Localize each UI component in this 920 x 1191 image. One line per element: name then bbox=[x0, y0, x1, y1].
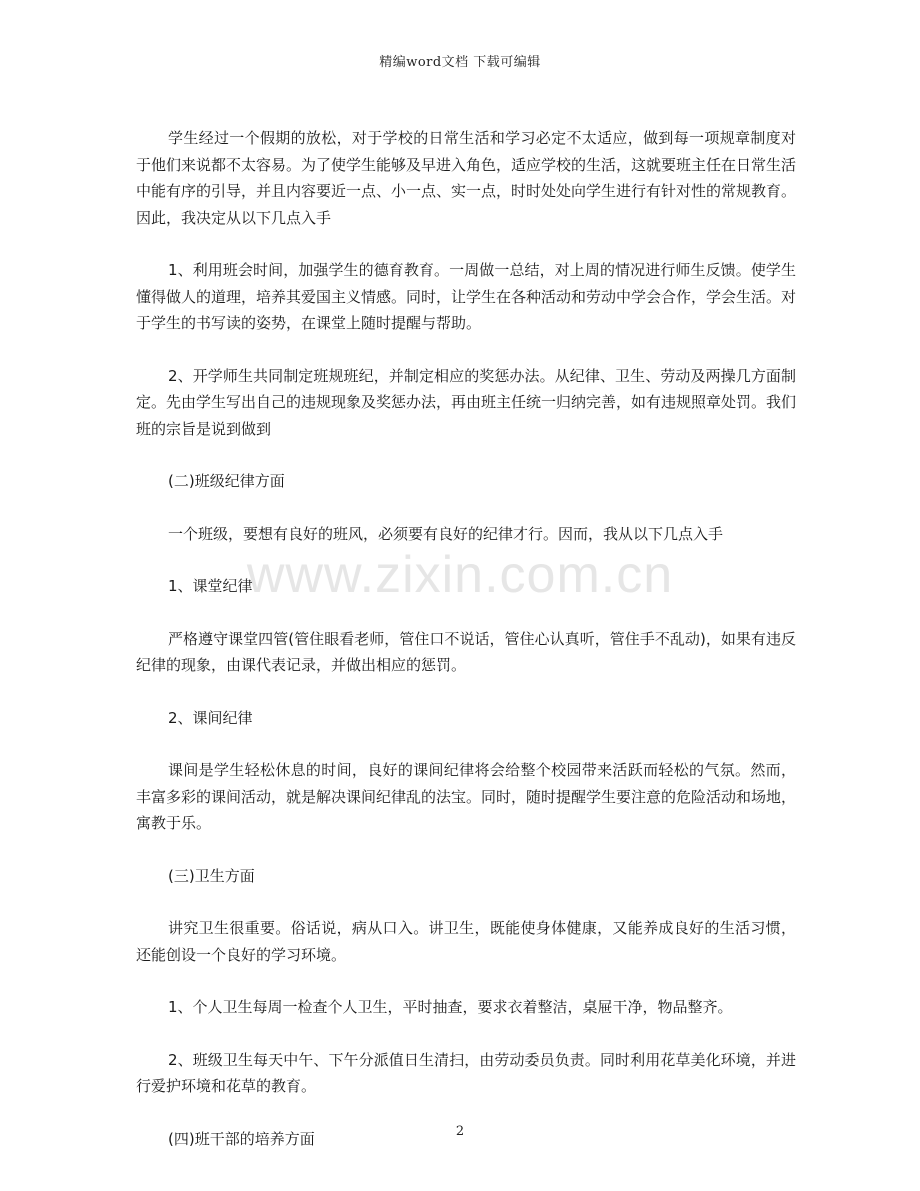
watermark: www.zixin.com.cn bbox=[246, 546, 674, 604]
paragraph-discipline-intro: 一个班级，要想有良好的班风，必须要有良好的纪律才行。因而，我从以下几点入手 bbox=[168, 524, 724, 543]
paragraph-item-2: 2、开学师生共同制定班规班纪，并制定相应的奖惩办法。从纪律、卫生、劳动及两操几方面制定。先由学生写出自己的违规现象及奖惩办法，再由班主任统一归纳完善，如有违规照章处罚。我们班的宗旨是说到做到 bbox=[136, 366, 797, 438]
page-header: 精编word文档 下载可编辑 bbox=[379, 55, 541, 70]
section-heading-hygiene: (三)卫生方面 bbox=[168, 866, 255, 885]
paragraph-personal-hygiene: 1、个人卫生每周一检查个人卫生，平时抽查，要求衣着整洁，桌屉干净，物品整齐。 bbox=[168, 998, 733, 1016]
section-heading-class-cadres: (四)班干部的培养方面 bbox=[168, 1129, 315, 1148]
document-body bbox=[136, 125, 796, 1178]
page-number: 2 bbox=[455, 1124, 465, 1139]
subheading-classroom-discipline: 1、课堂纪律 bbox=[168, 577, 253, 595]
paragraph-class-hygiene: 2、班级卫生每天中午、下午分派值日生清扫，由劳动委员负责。同时利用花草美化环境，并进行爱护环境和花草的教育。 bbox=[136, 1050, 796, 1095]
paragraph-item-1: 1、利用班会时间，加强学生的德育教育。一周做一总结，对上周的情况进行师生反馈。使学生懂得做人的道理，培养其爱国主义情感。同时，让学生在各种活动和劳动中学会合作，学会生活。对于学生的书写读的姿势，在课堂上随时提醒与帮助。 bbox=[136, 261, 797, 332]
section-heading-discipline: (二)班级纪律方面 bbox=[168, 472, 285, 490]
subheading-break-discipline: 2、课间纪律 bbox=[168, 708, 253, 727]
paragraph-break-discipline: 课间是学生轻松休息的时间，良好的课间纪律将会给整个校园带来活跃而轻松的气氛。然而，丰富多彩的课间活动，就是解决课间纪律乱的法宝。同时，随时提醒学生要注意的危险活动和场地，寓教于乐。 bbox=[136, 761, 797, 832]
paragraph-hygiene-intro: 讲究卫生很重要。俗话说，病从口入。讲卫生，既能使身体健康，又能养成良好的生活习惯，还能创设一个良好的学习环境。 bbox=[136, 919, 796, 964]
paragraph-intro: 学生经过一个假期的放松，对于学校的日常生活和学习必定不太适应，做到每一项规章制度对于他们来说都不太容易。为了使学生能够及早进入角色，适应学校的生活，这就要班主任在日常生活中能有序的引导，并且内容要近一点、小一点、实一点，时时处处向学生进行有针对性的常规教育。因此，我决定从以下几点入手 bbox=[136, 129, 797, 227]
paragraph-classroom-discipline: 严格遵守课堂四管(管住眼看老师，管住口不说话，管住心认真听，管住手不乱动)，如果有违反纪律的现象，由课代表记录，并做出相应的惩罚。 bbox=[136, 629, 796, 674]
